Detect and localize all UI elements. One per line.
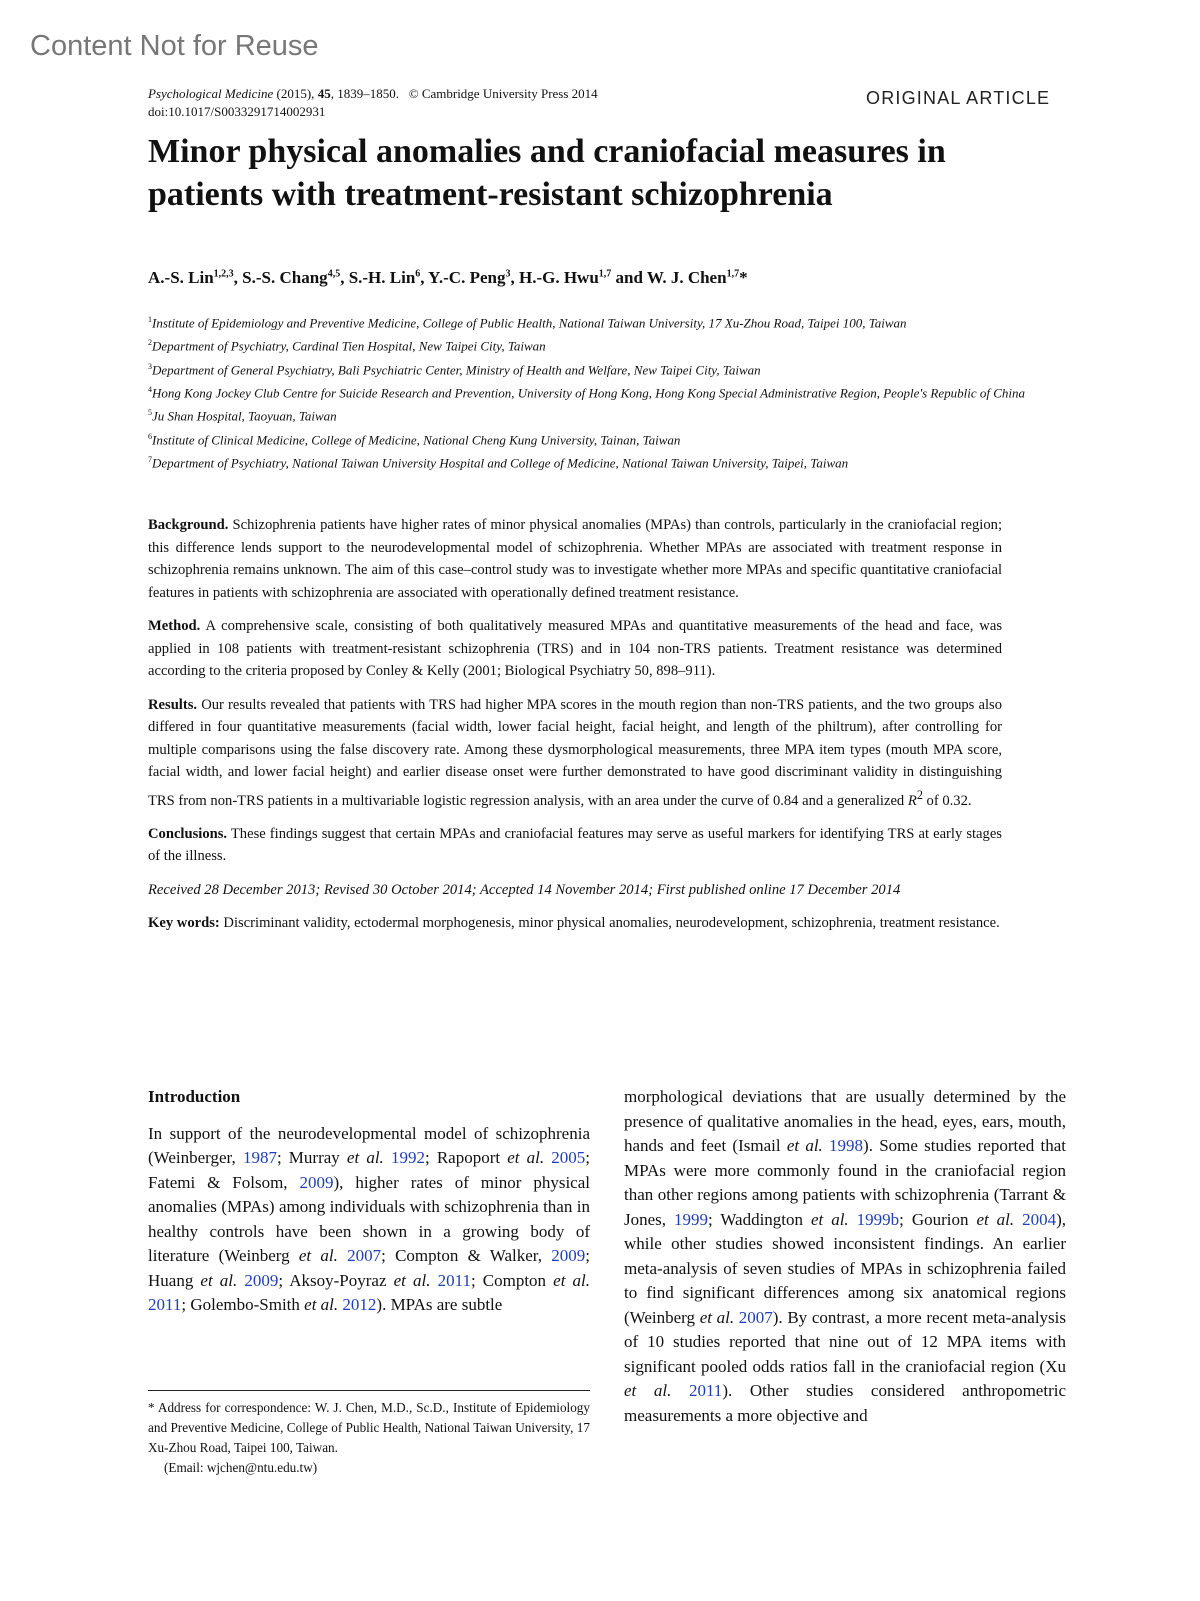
body-text: ; Golembo-Smith [181, 1295, 305, 1314]
column-left [148, 1085, 590, 1318]
correspondence-footnote [148, 1398, 590, 1478]
abstract-conclusions [148, 823, 1002, 868]
citation-link[interactable]: 2012 [342, 1295, 377, 1314]
citation-link[interactable]: 2005 [551, 1148, 586, 1167]
affiliation-number: 5 [148, 408, 152, 418]
et-al-text: et al. [786, 1136, 823, 1155]
citation-link[interactable]: 1987 [242, 1148, 277, 1167]
journal-name: Psychological Medicine [148, 86, 274, 101]
author-affiliation-marker: 1,7 [598, 268, 612, 280]
author-separator: * [739, 268, 748, 287]
body-text [1014, 1210, 1022, 1229]
author-name: W. J. Chen [646, 268, 727, 287]
affiliation-text: Department of General Psychiatry, Bali Psychiatric Center, Ministry of Health and Welfare, New Taipei City, Taiwan [152, 361, 761, 377]
body-text: ; Aksoy-Poyraz [278, 1270, 394, 1290]
affiliation-item [148, 450, 1028, 473]
et-al-text: et al. [976, 1209, 1015, 1229]
author-affiliation-marker: 6 [415, 268, 421, 280]
journal-volume: 45 [317, 86, 331, 101]
method-label: Method. [148, 618, 201, 634]
affiliation-text: Institute of Clinical Medicine, College of Medicine, National Cheng Kung University, Tainan, Taiwan [152, 431, 681, 447]
affiliation-number: 7 [148, 454, 152, 464]
citation-link[interactable]: 2009 [299, 1172, 334, 1192]
et-al-text: et al. [304, 1295, 339, 1314]
affiliation-text: Department of Psychiatry, Cardinal Tien Hospital, New Taipei City, Taiwan [152, 338, 546, 354]
citation-link[interactable]: 2009 [551, 1246, 586, 1265]
conclusions-text: These findings suggest that certain MPAs and craniofacial features may serve as useful markers for identifying TRS at early stages of the illness. [148, 825, 1002, 865]
body-text: ; Huang [148, 1246, 591, 1290]
body-text: ; Rapoport [424, 1148, 508, 1167]
et-al-text: et al. [699, 1307, 735, 1327]
affiliation-text: Hong Kong Jockey Club Centre for Suicide Research and Prevention, University of Hong Kong, Hong Kong Special Administrative Region, People's Republic of China [152, 385, 1026, 401]
et-al-text: et al. [507, 1148, 545, 1167]
body-text: morphological deviations that are usually determined by the presence of qualitative anomalies in the head, eyes, ears, mouth, hands and feet (Ismail [624, 1087, 1066, 1155]
affiliation-list [148, 310, 1028, 473]
body-text: ; Compton [470, 1270, 554, 1290]
article-type-label: ORIGINAL ARTICLE [866, 88, 1051, 108]
citation-link[interactable]: 1998 [829, 1136, 864, 1155]
author-separator: , [233, 268, 243, 287]
author-affiliation-marker: 4,5 [327, 268, 341, 280]
author-separator: , [420, 268, 429, 287]
results-end: of 0.32. [926, 792, 972, 809]
body-text: ). MPAs are subtle [376, 1295, 503, 1314]
results-label: Results. [148, 696, 198, 713]
results-text: Our results revealed that patients with TRS had higher MPA scores in the mouth region than non-TRS patients, and the two groups also differed in four quantitative measurements (facial width, lower facial height, facial height, and length of the philtrum), after controlling for multiple comparisons using the false discovery rate. Among these dysmorphological measurements, three MPA item types (mouth MPA score, facial width, and lower facial height) and earlier disease onset were further demonstrated to have good discriminant validity in distinguishing TRS from non-TRS patients in a multivariable logistic regression analysis, with an area under the curve of 0.84 and a generalized [148, 696, 1002, 809]
author-affiliation-marker: 3 [505, 268, 511, 280]
conclusions-label: Conclusions. [148, 825, 228, 842]
author-name: H.-G. Hwu [518, 268, 599, 287]
affiliation-number: 3 [148, 361, 152, 371]
keywords-label: Key words: [148, 915, 220, 932]
affiliation-item [148, 333, 1028, 356]
author-name: A.-S. Lin [148, 268, 214, 287]
author-separator: and [611, 268, 647, 287]
body-text: ), while other studies showed inconsistent findings. An earlier meta-analysis of seven studies of MPAs in schizophrenia failed to find significant differences among six anatomical regions (Weinberg [624, 1209, 1067, 1327]
journal-year: (2015), [276, 86, 315, 101]
keywords [148, 912, 1002, 935]
abstract [148, 514, 1002, 946]
journal-citation [148, 85, 598, 121]
et-al-text: et al. [298, 1246, 338, 1265]
citation-link[interactable]: 1999 [673, 1209, 708, 1229]
body-text: ). Other studies considered anthropometric measurements a more objective and [624, 1381, 1067, 1425]
author-separator: , [340, 268, 349, 287]
introduction-paragraph-left [148, 1122, 590, 1318]
body-text: ; Gourion [899, 1209, 977, 1229]
introduction-paragraph-right [624, 1085, 1066, 1428]
affiliation-item [148, 310, 1028, 333]
footnote-text: * Address for correspondence: W. J. Chen, M.D., Sc.D., Institute of Epidemiology and Preventive Medicine, College of Public Health, National Taiwan University, 17 Xu-Zhou Road, Taipei 100, Taiwan. [148, 1400, 590, 1455]
citation-link[interactable]: 2007 [738, 1307, 773, 1327]
body-text: In support of the neurodevelopmental model of schizophrenia (Weinberger, [148, 1123, 590, 1167]
affiliation-item [148, 427, 1028, 450]
body-text: ). By contrast, a more recent meta-analysis of 10 studies reported that nine out of 12 MPA items with significant pooled odds ratios fall in the craniofacial region (Xu [624, 1307, 1067, 1376]
citation-link[interactable]: 2004 [1022, 1209, 1057, 1229]
author-name: S.-S. Chang [242, 268, 328, 287]
body-text [849, 1210, 857, 1229]
citation-link[interactable]: 2011 [688, 1381, 723, 1400]
et-al-text: et al. [810, 1209, 849, 1229]
abstract-method [148, 615, 1002, 683]
body-text [384, 1148, 391, 1167]
keywords-text: Discriminant validity, ectodermal morphogenesis, minor physical anomalies, neurodevelopment, schizophrenia, treatment resistance. [223, 915, 1000, 932]
citation-link[interactable]: 1999b [856, 1209, 900, 1229]
publication-dates: Received 28 December 2013; Revised 30 October 2014; Accepted 14 November 2014; First published online 17 December 2014 [148, 881, 901, 898]
author-affiliation-marker: 1,7 [726, 268, 740, 280]
author-affiliation-marker: 1,2,3 [213, 268, 234, 280]
author-name: S.-H. Lin [348, 268, 416, 287]
affiliation-number: 2 [148, 338, 152, 348]
et-al-text: et al. [624, 1381, 672, 1400]
affiliation-item [148, 357, 1028, 380]
abstract-background [148, 514, 1002, 604]
introduction-heading: Introduction [148, 1087, 241, 1106]
citation-link[interactable]: 2009 [244, 1270, 279, 1290]
et-al-text: et al. [200, 1270, 238, 1290]
body-text: ; Compton & Walker, [381, 1246, 552, 1265]
footnote-divider [148, 1390, 590, 1391]
results-r: R [907, 792, 917, 809]
background-text: Schizophrenia patients have higher rates of minor physical anomalies (MPAs) than controls, particularly in the craniofacial region; this difference lends support to the neurodevelopmental model of schizophrenia. Whether MPAs are associated with treatment response in schizophrenia remains unknown. The aim of this case–control study was to investigate whether more MPAs and specific quantitative craniofacial features in patients with schizophrenia are associated with operationally defined treatment resistance. [148, 517, 1002, 601]
journal-pages: , 1839–1850. [330, 86, 399, 101]
affiliation-item [148, 380, 1028, 403]
author-separator: , [510, 268, 519, 287]
watermark: Content Not for Reuse [30, 30, 319, 62]
affiliation-number: 1 [148, 315, 152, 324]
affiliation-number: 6 [148, 431, 152, 441]
body-text [338, 1246, 347, 1265]
affiliation-number: 4 [148, 384, 152, 394]
affiliation-text: Ju Shan Hospital, Taoyuan, Taiwan [152, 408, 337, 424]
et-al-text: et al. [346, 1148, 384, 1167]
column-right [624, 1085, 1066, 1428]
journal-copyright: © Cambridge University Press 2014 [408, 86, 598, 101]
body-text [671, 1381, 689, 1400]
citation-link[interactable]: 2007 [347, 1246, 382, 1265]
body-text: ; Waddington [707, 1209, 811, 1229]
body-text [430, 1271, 437, 1290]
journal-doi[interactable]: doi:10.1017/S0033291714002931 [148, 104, 326, 119]
et-al-text: et al. [393, 1270, 431, 1290]
body-text: ), higher rates of minor physical anomalies (MPAs) among individuals with schizophrenia than in healthy controls have been shown in a growing body of literature (Weinberg [148, 1172, 590, 1265]
author-list [148, 268, 748, 288]
citation-link[interactable]: 2011 [437, 1270, 471, 1290]
et-al-text: et al. [553, 1270, 591, 1290]
results-sup: 2 [916, 787, 923, 802]
affiliation-text: Institute of Epidemiology and Preventive Medicine, College of Public Health, National Taiwan University, 17 Xu-Zhou Road, Taipei 100, Taiwan [152, 315, 907, 331]
background-label: Background. [148, 517, 229, 533]
abstract-results [148, 694, 1002, 812]
affiliation-item [148, 403, 1028, 426]
footnote-email[interactable]: (Email: wjchen@ntu.edu.tw) [164, 1460, 318, 1475]
method-text: A comprehensive scale, consisting of both qualitatively measured MPAs and quantitative measurements of the head and face, was applied in 108 patients with treatment-resistant schizophrenia (TRS) and in 104 non-TRS patients. Treatment resistance was determined according to the criteria proposed by Conley & Kelly (2001; Biological Psychiatry 50, 898–911). [148, 618, 1002, 679]
body-text: ; Murray [276, 1148, 347, 1167]
article-title: Minor physical anomalies and craniofacial measures in patients with treatment-resistant schizophrenia [148, 133, 946, 213]
citation-link[interactable]: 1992 [390, 1148, 425, 1167]
body-text: ). Some studies reported that MPAs were more commonly found in the craniofacial region than other regions among patients with schizophrenia (Tarrant & Jones, [624, 1136, 1066, 1229]
body-text: ; Fatemi & Folsom, [148, 1148, 590, 1192]
affiliation-text: Department of Psychiatry, National Taiwan University Hospital and College of Medicine, National Taiwan University, Taipei, Taiwan [152, 455, 849, 471]
author-name: Y.-C. Peng [428, 268, 506, 287]
citation-link[interactable]: 2011 [148, 1295, 182, 1314]
